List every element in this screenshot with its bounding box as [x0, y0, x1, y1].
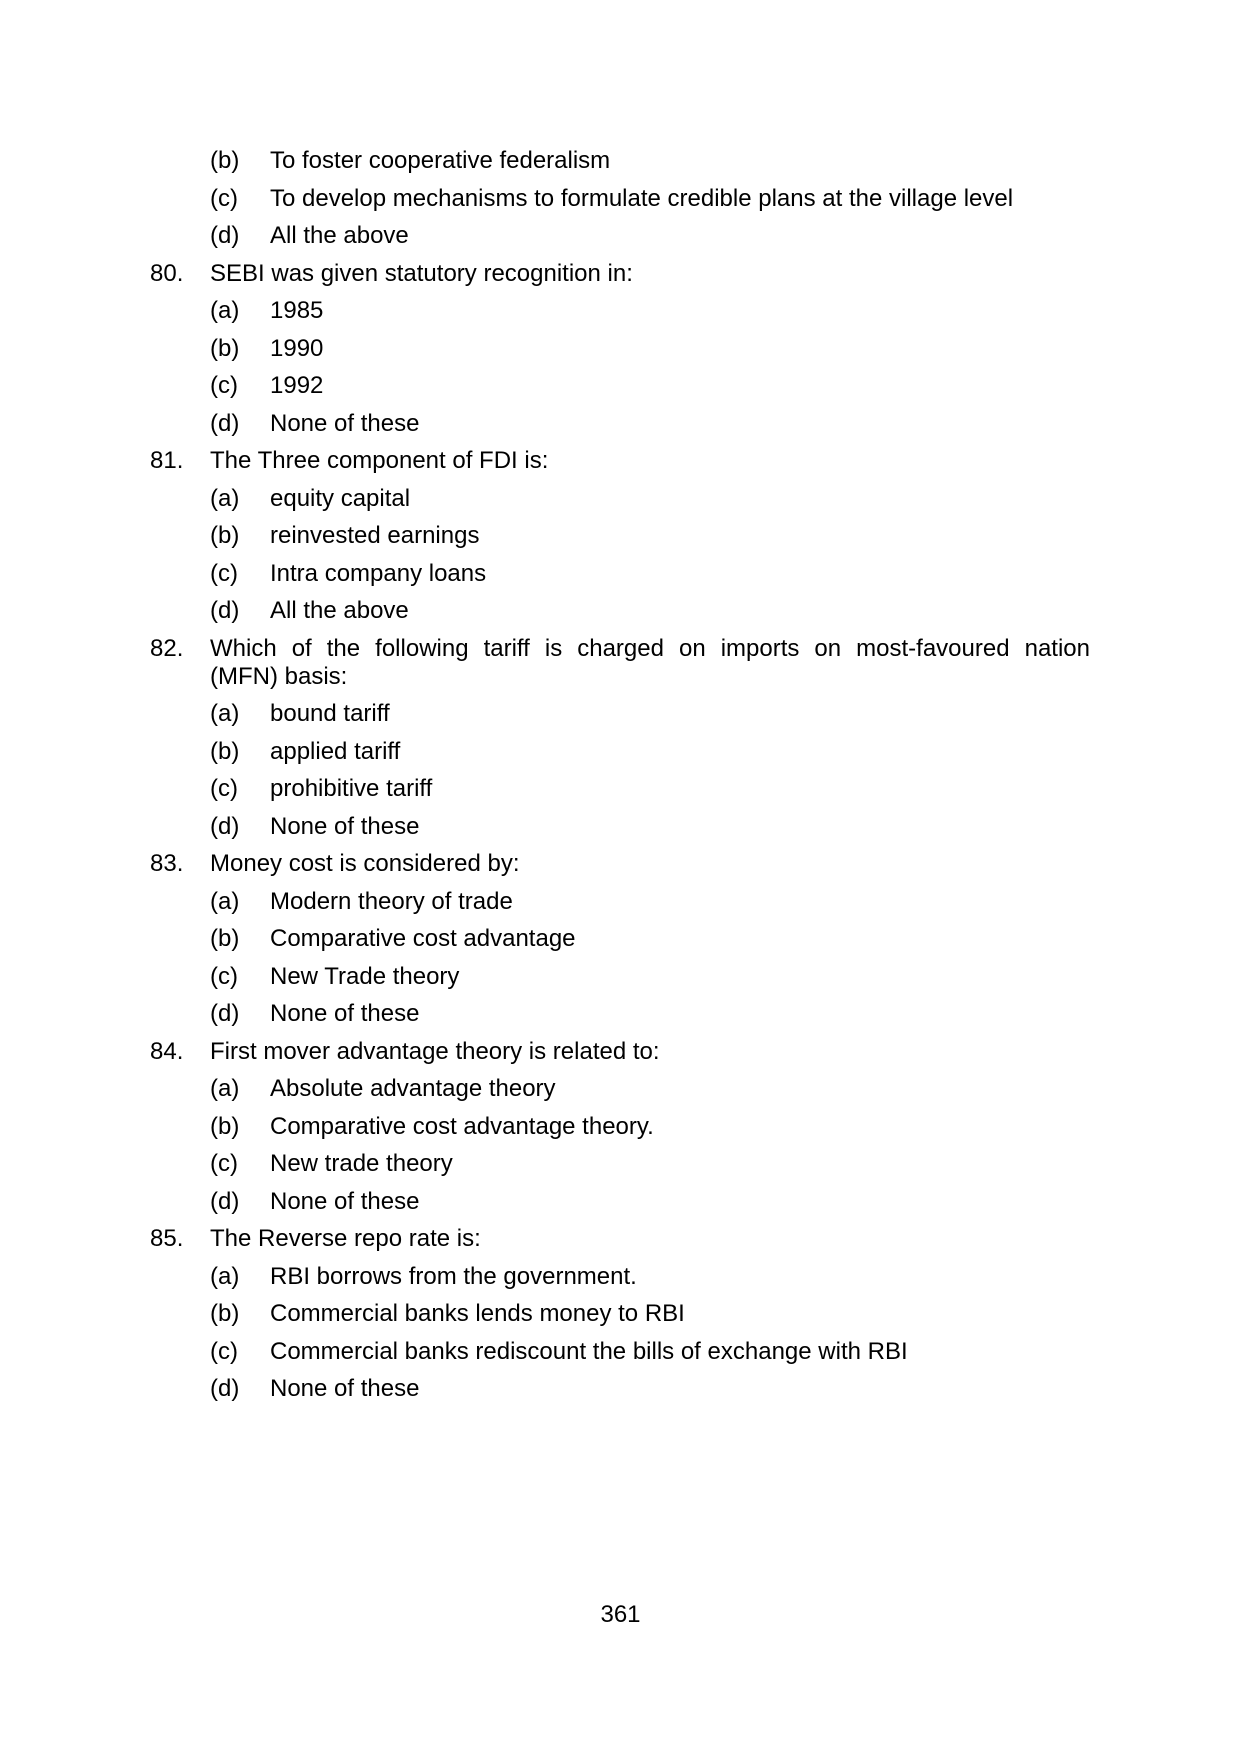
option-row — [210, 560, 1090, 588]
option-row — [210, 1113, 1090, 1141]
option-text: 1992 — [270, 372, 324, 399]
option-row — [210, 1338, 1090, 1366]
option-label: (a) — [210, 1075, 240, 1102]
option-label: (c) — [210, 184, 238, 212]
option-label: (d) — [210, 812, 240, 840]
question-number: 84. — [150, 1037, 184, 1065]
option-row — [210, 485, 1090, 513]
option-label: (b) — [210, 1112, 240, 1140]
option-text: 1990 — [270, 334, 324, 362]
option-row — [210, 297, 1090, 325]
option-row — [210, 1188, 1090, 1216]
option-text: None of these — [270, 409, 420, 437]
question-list — [150, 147, 1090, 1413]
option-row — [210, 813, 1090, 841]
option-row — [210, 963, 1090, 991]
option-text: Intra company loans — [270, 559, 487, 587]
option-label: (b) — [210, 334, 240, 362]
question-text-line2: (MFN) basis: — [210, 662, 348, 690]
option-row — [210, 1000, 1090, 1028]
option-label: (a) — [210, 297, 240, 324]
option-text: Absolute advantage theory — [270, 1075, 556, 1102]
option-label: (b) — [210, 522, 240, 549]
question-stem-row — [150, 447, 1090, 475]
option-text: To develop mechanisms to formulate credible plans at the village level — [270, 184, 1014, 212]
option-text: bound tariff — [270, 700, 390, 727]
question-stem-row — [150, 1038, 1090, 1066]
option-row — [210, 700, 1090, 728]
page-number: 361 — [600, 1601, 641, 1628]
option-label: (c) — [210, 1337, 238, 1365]
option-row — [210, 1263, 1090, 1291]
option-text: All the above — [270, 597, 409, 624]
question-text: SEBI was given statutory recognition in: — [210, 259, 633, 287]
option-label: (d) — [210, 1375, 240, 1402]
question-text: The Reverse repo rate is: — [210, 1225, 481, 1252]
option-text: 1985 — [270, 297, 324, 324]
option-text: Commercial banks rediscount the bills of exchange with RBI — [270, 1337, 908, 1365]
option-text: applied tariff — [270, 737, 401, 765]
option-label: (d) — [210, 409, 240, 437]
option-label: (d) — [210, 597, 240, 624]
option-row — [210, 597, 1090, 625]
option-text: To foster cooperative federalism — [270, 147, 611, 174]
question-text — [210, 635, 1090, 691]
option-text: None of these — [270, 812, 420, 840]
question-stem-row — [150, 260, 1090, 288]
option-label: (b) — [210, 147, 240, 174]
question-stem-row — [150, 850, 1090, 878]
option-row — [210, 1300, 1090, 1328]
option-text: Modern theory of trade — [270, 887, 513, 915]
option-row — [210, 335, 1090, 363]
question-number: 82. — [150, 634, 184, 662]
option-label: (d) — [210, 222, 240, 249]
option-label: (b) — [210, 925, 240, 952]
option-text: Comparative cost advantage — [270, 925, 576, 952]
option-text: None of these — [270, 1375, 420, 1402]
option-label: (b) — [210, 1300, 240, 1327]
option-label: (c) — [210, 372, 238, 399]
option-label: (d) — [210, 1000, 240, 1027]
question-number: 81. — [150, 447, 184, 474]
question-text-line1: Which of the following tariff is charged on imports on most-favoured nation — [210, 634, 1090, 662]
option-label: (a) — [210, 1262, 240, 1290]
option-text: New Trade theory — [270, 962, 460, 990]
option-text: equity capital — [270, 484, 411, 512]
question-number: 80. — [150, 259, 184, 287]
option-row — [210, 147, 1090, 175]
option-label: (c) — [210, 962, 238, 990]
option-text: RBI borrows from the government. — [270, 1262, 637, 1290]
option-text: New trade theory — [270, 1150, 453, 1177]
question-number: 85. — [150, 1225, 184, 1252]
option-row — [210, 410, 1090, 438]
option-label: (a) — [210, 887, 240, 915]
question-text: Money cost is considered by: — [210, 850, 520, 877]
option-label: (a) — [210, 700, 240, 727]
option-text: Comparative cost advantage theory. — [270, 1112, 654, 1140]
option-label: (c) — [210, 1150, 238, 1177]
option-text: reinvested earnings — [270, 522, 480, 549]
option-row — [210, 222, 1090, 250]
option-label: (a) — [210, 484, 240, 512]
option-row — [210, 925, 1090, 953]
option-row — [210, 888, 1090, 916]
option-row — [210, 1375, 1090, 1403]
question-text: First mover advantage theory is related to: — [210, 1037, 660, 1065]
option-text: None of these — [270, 1000, 420, 1027]
option-label: (b) — [210, 737, 240, 765]
option-label: (c) — [210, 775, 238, 802]
option-text: prohibitive tariff — [270, 775, 433, 802]
option-text: All the above — [270, 222, 409, 249]
question-stem-row — [150, 1225, 1090, 1253]
option-label: (d) — [210, 1187, 240, 1215]
question-stem-row — [150, 635, 1090, 691]
option-row — [210, 185, 1090, 213]
question-text: The Three component of FDI is: — [210, 447, 549, 474]
option-text: None of these — [270, 1187, 420, 1215]
option-row — [210, 775, 1090, 803]
option-row — [210, 1150, 1090, 1178]
option-label: (c) — [210, 559, 238, 587]
option-row — [210, 372, 1090, 400]
option-row — [210, 522, 1090, 550]
option-row — [210, 738, 1090, 766]
page-footer — [0, 1601, 1241, 1629]
option-row — [210, 1075, 1090, 1103]
option-text: Commercial banks lends money to RBI — [270, 1300, 685, 1327]
question-number: 83. — [150, 850, 184, 877]
